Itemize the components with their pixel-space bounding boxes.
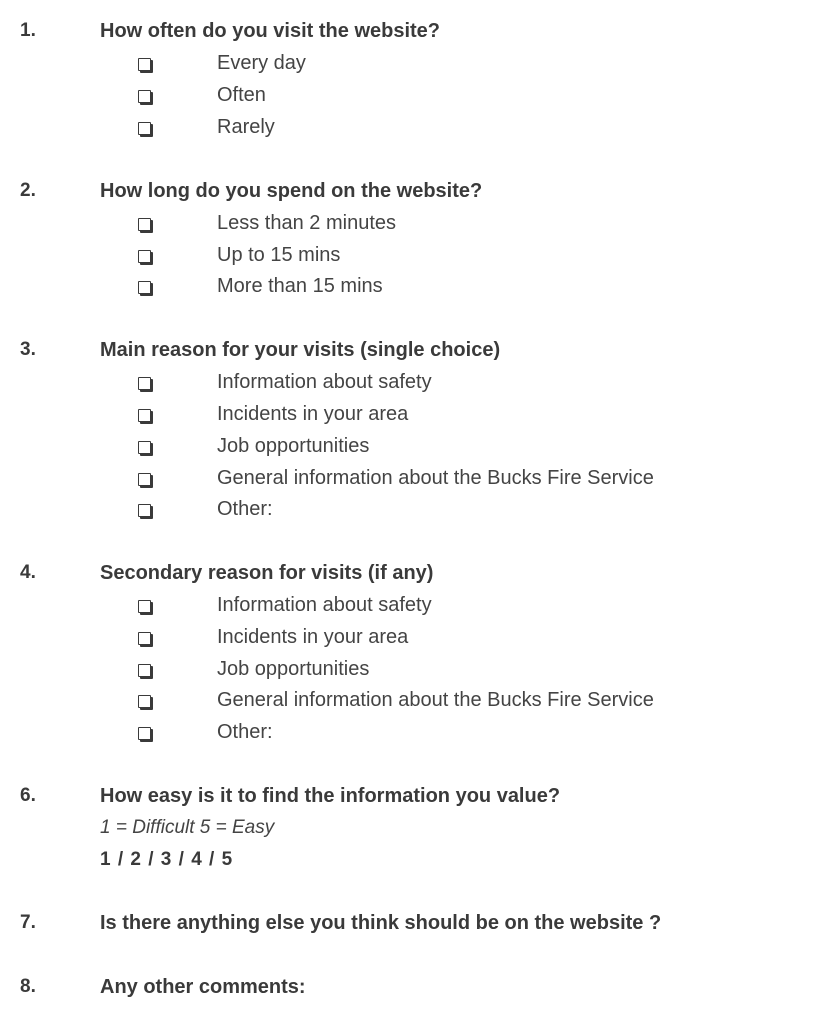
question-number: 2. (20, 180, 36, 201)
checkbox-icon[interactable] (138, 281, 151, 294)
checkbox-icon[interactable] (138, 377, 151, 390)
checkbox-icon[interactable] (138, 218, 151, 231)
option-often[interactable] (0, 84, 816, 116)
option-label: Information about safety (217, 371, 432, 393)
question-number: 7. (20, 912, 36, 933)
checkbox-icon[interactable] (138, 441, 151, 454)
option-label: Less than 2 minutes (217, 212, 396, 234)
checkbox-icon[interactable] (138, 504, 151, 517)
rating-scale[interactable]: 1 / 2 / 3 / 4 / 5 (100, 849, 234, 870)
option-incidents-in-your-area[interactable] (0, 626, 816, 658)
option-job-opportunities[interactable] (0, 658, 816, 690)
option-label: Other: (217, 721, 273, 743)
question-text: How easy is it to find the information you value? (100, 785, 561, 807)
question-number: 3. (20, 339, 36, 360)
option-label: More than 15 mins (217, 275, 383, 297)
checkbox-icon[interactable] (138, 58, 151, 71)
option-incidents-in-your-area[interactable] (0, 403, 816, 435)
option-more-than-15-mins[interactable] (0, 275, 816, 307)
question-text: How often do you visit the website? (100, 20, 441, 42)
option-label: Up to 15 mins (217, 244, 341, 266)
question-number: 4. (20, 562, 36, 583)
option-information-about-safety[interactable] (0, 371, 816, 403)
checkbox-icon[interactable] (138, 664, 151, 677)
option-label: General information about the Bucks Fire Service (217, 689, 654, 711)
question-text: Secondary reason for visits (if any) (100, 562, 434, 584)
option-label: Incidents in your area (217, 626, 409, 648)
option-every-day[interactable] (0, 52, 816, 84)
question-text: Is there anything else you think should be on the website ? (100, 912, 662, 934)
checkbox-icon[interactable] (138, 632, 151, 645)
option-label: Every day (217, 52, 306, 74)
option-label: Information about safety (217, 594, 432, 616)
option-other[interactable] (0, 721, 816, 753)
option-label: Other: (217, 498, 273, 520)
question-number: 6. (20, 785, 36, 806)
checkbox-icon[interactable] (138, 409, 151, 422)
option-label: Often (217, 84, 266, 106)
option-label: Job opportunities (217, 658, 370, 680)
option-up-to-15-mins[interactable] (0, 244, 816, 276)
option-label: Incidents in your area (217, 403, 409, 425)
checkbox-icon[interactable] (138, 90, 151, 103)
option-less-than-2-minutes[interactable] (0, 212, 816, 244)
option-general-information[interactable] (0, 467, 816, 499)
question-text: How long do you spend on the website? (100, 180, 483, 202)
option-rarely[interactable] (0, 116, 816, 148)
checkbox-icon[interactable] (138, 695, 151, 708)
option-label: Job opportunities (217, 435, 370, 457)
option-label: General information about the Bucks Fire Service (217, 467, 654, 489)
question-number: 1. (20, 20, 36, 41)
option-general-information[interactable] (0, 689, 816, 721)
option-other[interactable] (0, 498, 816, 530)
checkbox-icon[interactable] (138, 727, 151, 740)
scale-hint: 1 = Difficult 5 = Easy (100, 817, 275, 838)
question-number: 8. (20, 976, 36, 997)
checkbox-icon[interactable] (138, 600, 151, 613)
option-job-opportunities[interactable] (0, 435, 816, 467)
question-text: Main reason for your visits (single choice) (100, 339, 501, 361)
checkbox-icon[interactable] (138, 473, 151, 486)
checkbox-icon[interactable] (138, 250, 151, 263)
option-information-about-safety[interactable] (0, 594, 816, 626)
question-text: Any other comments: (100, 976, 306, 998)
checkbox-icon[interactable] (138, 122, 151, 135)
option-label: Rarely (217, 116, 275, 138)
